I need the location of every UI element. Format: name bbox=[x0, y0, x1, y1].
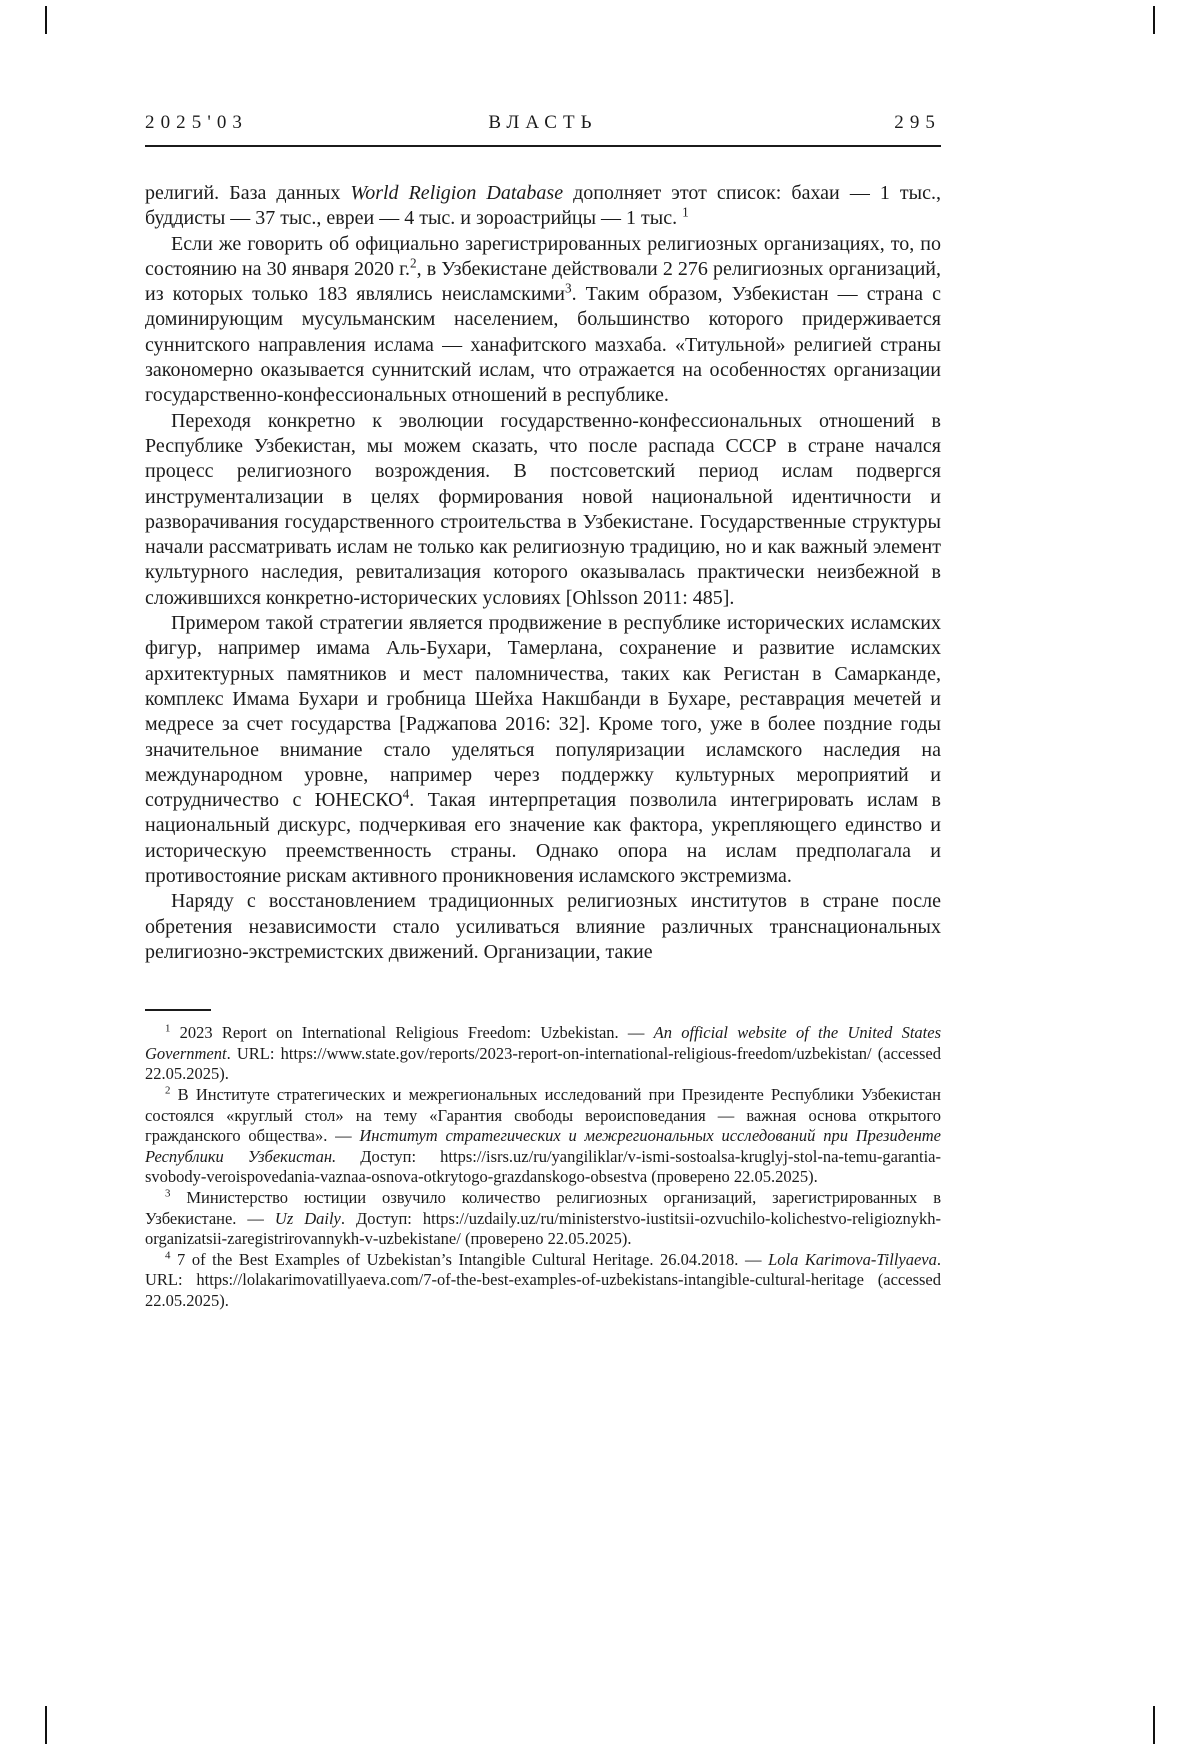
italic-run: An official website of the United States Government bbox=[145, 1023, 942, 1063]
footnote-marker: 4 bbox=[165, 1249, 171, 1262]
footnote-marker: 1 bbox=[165, 1022, 171, 1035]
italic-run: Uz Daily bbox=[274, 1208, 341, 1228]
footnote-4 bbox=[145, 1250, 941, 1312]
page-content bbox=[145, 112, 941, 1312]
italic-run: World Religion Database bbox=[350, 182, 564, 204]
text-run: религий. База данных bbox=[145, 182, 351, 204]
crop-mark-bottom-left bbox=[45, 1706, 47, 1744]
paragraph-4 bbox=[145, 611, 941, 889]
footnote-marker: 3 bbox=[165, 1187, 171, 1200]
italic-run: Lola Karimova-Tillyaeva bbox=[768, 1249, 937, 1269]
footnote-ref-2: 2 bbox=[410, 255, 417, 271]
paragraph-2 bbox=[145, 232, 941, 409]
crop-mark-bottom-right bbox=[1153, 1706, 1155, 1744]
text-run: Если же говорить об официально зарегистрированных религиозных организациях, то, по состоянию на 30 января 2020 г. bbox=[145, 232, 941, 280]
journal-title: ВЛАСТЬ bbox=[488, 112, 598, 133]
crop-mark-top-right bbox=[1153, 6, 1155, 34]
text-run: , в Узбекистане действовали 2 276 религиозных организаций, из которых только 183 являлись неисламскими bbox=[145, 257, 941, 306]
footnote-ref-4: 4 bbox=[402, 786, 410, 802]
footnote-url: . Доступ: https://uzdaily.uz/ru/ministerstvo-iustitsii-ozvuchilo-kolichestvo-religioznykh-organizatsii-zaregistrirovannykh-v-uzbekistane/ (проверено 22.05.2025). bbox=[145, 1208, 942, 1249]
text-run: дополняет этот список: бахаи — 1 тыс., буддисты — 37 тыс., евреи — 4 тыс. и зороастрийцы — 1 тыс. bbox=[145, 182, 941, 230]
footnote-url: Доступ: https://isrs.uz/ru/yangiliklar/v-ismi-sostoalsa-kruglyj-stol-na-temu-garantia-svobody-veroispovedania-vaznaa-osnova-otkrytogo-grazdanskogo-obsestva (проверено 22.05.2025). bbox=[145, 1146, 941, 1187]
footnote-2 bbox=[145, 1085, 941, 1188]
page-number: 295 bbox=[894, 112, 941, 133]
text-run: В Институте стратегических и межрегиональных исследований при Президенте Республики Узбекистан состоялся «круглый стол» на тему «Гарантия свободы вероисповедания — важная основа открытого гражданского общества». — bbox=[145, 1084, 941, 1146]
running-header bbox=[145, 112, 941, 147]
paragraph-5 bbox=[145, 889, 941, 965]
footnote-1 bbox=[145, 1023, 941, 1085]
footnote-url: . URL: https://lolakarimovatillyaeva.com/7-of-the-best-examples-of-uzbekistans-intangible-cultural-heritage (accessed 22.05.2025). bbox=[145, 1249, 941, 1310]
paragraph-3 bbox=[145, 409, 941, 611]
footnote-ref-3: 3 bbox=[564, 280, 572, 296]
footnote-marker: 2 bbox=[165, 1084, 171, 1097]
footnote-url: . URL: https://www.state.gov/reports/2023-report-on-international-religious-freedom/uzbekistan/ (accessed 22.05.2025). bbox=[145, 1043, 941, 1084]
footnote-3 bbox=[145, 1188, 941, 1250]
footnotes-section bbox=[145, 1023, 941, 1311]
footnote-separator bbox=[145, 1009, 211, 1011]
text-run: 2023 Report on International Religious Freedom: Uzbekistan. — bbox=[170, 1023, 654, 1043]
crop-mark-top-left bbox=[45, 6, 47, 34]
italic-run: Институт стратегических и межрегиональных исследований при Президенте Республики Узбекистан. bbox=[145, 1126, 941, 1166]
text-run: Примером такой стратегии является продвижение в республике исторических исламских фигур, например имама Аль-Бухари, Тамерлана, сохранение и развитие исламских архитектурных памятников и мест паломничества, таких как Регистан в Самарканде, комплекс Имама Бухари и гробница Шейха Накшбанди в Бухаре, реставрация мечетей и медресе за счет государства [Раджапова 2016: 32]. Кроме того, уже в более поздние годы значительное внимание стало уделяться популяризации исламского наследия на международном уровне, например через поддержку культурных мероприятий и сотрудничество с ЮНЕСКО bbox=[145, 612, 941, 812]
text-run: Наряду с восстановлением традиционных религиозных институтов в стране после обретения независимости стало усиливаться влияние различных транснациональных религиозно-экстремистских движений. Организации, такие bbox=[145, 890, 941, 963]
text-run: . Таким образом, Узбекистан — страна с доминирующим мусульманским населением, большинство которого придерживается суннитского направления ислама — ханафитского мазхаба. «Титульной» религией страны закономерно оказывается суннитский ислам, что отражается на особенностях организации государственно-конфессиональных отношений в республике. bbox=[145, 283, 941, 407]
text-run: Министерство юстиции озвучило количество религиозных организаций, зарегистрированных в Узбекистане. — bbox=[145, 1187, 941, 1228]
issue-label: 2025'03 bbox=[145, 112, 248, 133]
footnote-ref-1: 1 bbox=[682, 204, 689, 220]
text-run: . Такая интерпретация позволила интегрировать ислам в национальный дискурс, подчеркивая его значение как фактора, укрепляющего единство и историческую преемственность страны. Однако опора на ислам предполагала и противостояние рискам активного проникновения исламского экстремизма. bbox=[145, 789, 942, 888]
text-run: Переходя конкретно к эволюции государственно-конфессиональных отношений в Республике Узбекистан, мы можем сказать, что после распада СССР в стране начался процесс религиозного возрождения. В постсоветский период ислам подвергся инструментализации в целях формирования новой национальной идентичности и разворачивания государственного строительства в Узбекистане. Государственные структуры начали рассматривать ислам не только как религиозную традицию, но и как важный элемент культурного наследия, ревитализация которого оказывалась практически неизбежной в сложившихся конкретно-исторических условиях [Ohlsson 2011: 485]. bbox=[145, 409, 941, 609]
paragraph-1 bbox=[145, 181, 941, 232]
text-run: 7 of the Best Examples of Uzbekistan’s Intangible Cultural Heritage. 26.04.2018. — bbox=[170, 1249, 769, 1269]
article-body bbox=[145, 181, 941, 965]
